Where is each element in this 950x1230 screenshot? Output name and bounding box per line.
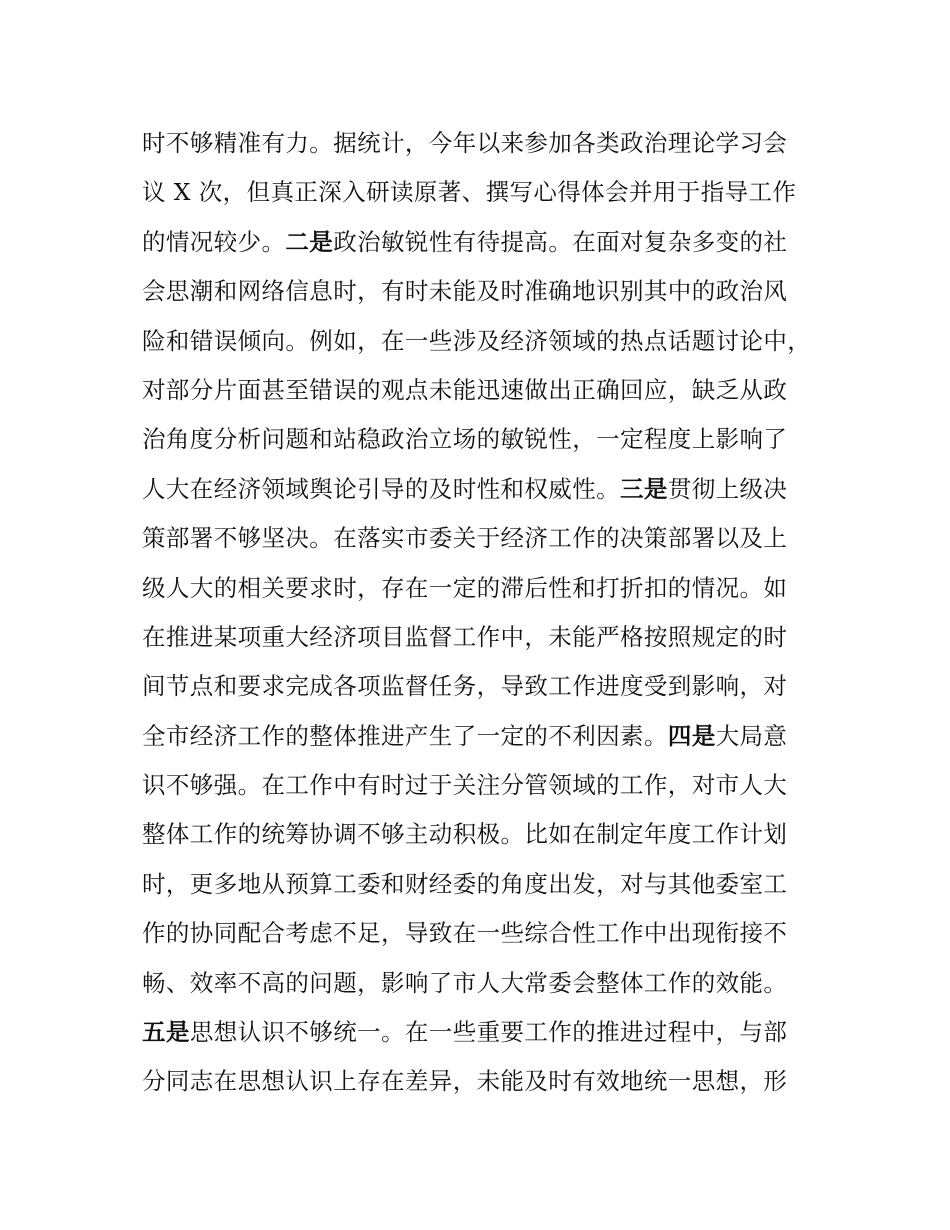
- text-line: [142, 317, 822, 366]
- text-line: [142, 1057, 822, 1106]
- text-line: [142, 613, 822, 662]
- text-run: 全市经济工作的整体推进产生了一定的不利因素。: [142, 721, 668, 750]
- text-line: [142, 959, 822, 1008]
- text-line: [142, 168, 822, 217]
- text-run: 时，更多地从预算工委和财经委的角度出发，对与其他委室工: [142, 869, 788, 898]
- text-line: [142, 267, 822, 316]
- text-run: 分同志在思想认识上存在差异，未能及时有效地统一思想，形: [142, 1067, 788, 1096]
- text-line: [142, 1008, 822, 1057]
- text-line: [142, 366, 822, 415]
- text-run: 议 X 次，但真正深入研读原著、撰写心得体会并用于指导工作: [142, 178, 797, 207]
- text-line: [142, 465, 822, 514]
- bold-enumerator: 三是: [620, 474, 668, 503]
- text-run: 畅、效率不高的问题，影响了市人大常委会整体工作的效能。: [142, 968, 788, 997]
- text-line: [142, 662, 822, 711]
- text-run: 识不够强。在工作中有时过于关注分管领域的工作，对市人大: [142, 771, 788, 800]
- text-run: 间节点和要求完成各项监督任务，导致工作进度受到影响，对: [142, 672, 788, 701]
- text-line: [142, 218, 822, 267]
- text-line: [142, 909, 822, 958]
- text-run: 贯彻上级决: [667, 474, 788, 503]
- text-line: [142, 119, 822, 168]
- text-run: 治角度分析问题和站稳政治立场的敏锐性，一定程度上影响了: [142, 425, 788, 454]
- text-run: 对部分片面甚至错误的观点未能迅速做出正确回应，缺乏从政: [142, 375, 788, 404]
- text-run: 作的协同配合考虑不足，导致在一些综合性工作中出现衔接不: [142, 919, 788, 948]
- text-line: [142, 415, 822, 464]
- bold-enumerator: 二是: [285, 227, 334, 256]
- text-run: 级人大的相关要求时，存在一定的滞后性和打折扣的情况。如: [142, 573, 788, 602]
- text-run: 时不够精准有力。据统计，今年以来参加各类政治理论学习会: [142, 129, 788, 157]
- text-line: [142, 712, 822, 761]
- text-run: 人大在经济领域舆论引导的及时性和权威性。: [142, 474, 620, 503]
- text-run: 思想认识不够统一。在一些重要工作的推进过程中，与部: [189, 1018, 788, 1047]
- body-text: [142, 119, 822, 1107]
- text-run: 策部署不够坚决。在落实市委关于经济工作的决策部署以及上: [142, 524, 788, 553]
- text-line: [142, 810, 822, 859]
- text-run: 险和错误倾向。例如，在一些涉及经济领域的热点话题讨论中，: [142, 326, 812, 355]
- text-run: 会思潮和网络信息时，有时未能及时准确地识别其中的政治风: [142, 277, 788, 306]
- bold-enumerator: 五是: [142, 1018, 190, 1047]
- text-line: [142, 860, 822, 909]
- text-run: 大局意: [715, 721, 788, 750]
- bold-enumerator: 四是: [667, 721, 716, 750]
- text-run: 政治敏锐性有待提高。在面对复杂多变的社: [333, 227, 788, 256]
- text-run: 的情况较少。: [142, 227, 286, 256]
- text-run: 在推进某项重大经济项目监督工作中，未能严格按照规定的时: [142, 622, 788, 651]
- text-line: [142, 514, 822, 563]
- text-run: 整体工作的统筹协调不够主动积极。比如在制定年度工作计划: [142, 820, 788, 849]
- text-line: [142, 564, 822, 613]
- text-line: [142, 761, 822, 810]
